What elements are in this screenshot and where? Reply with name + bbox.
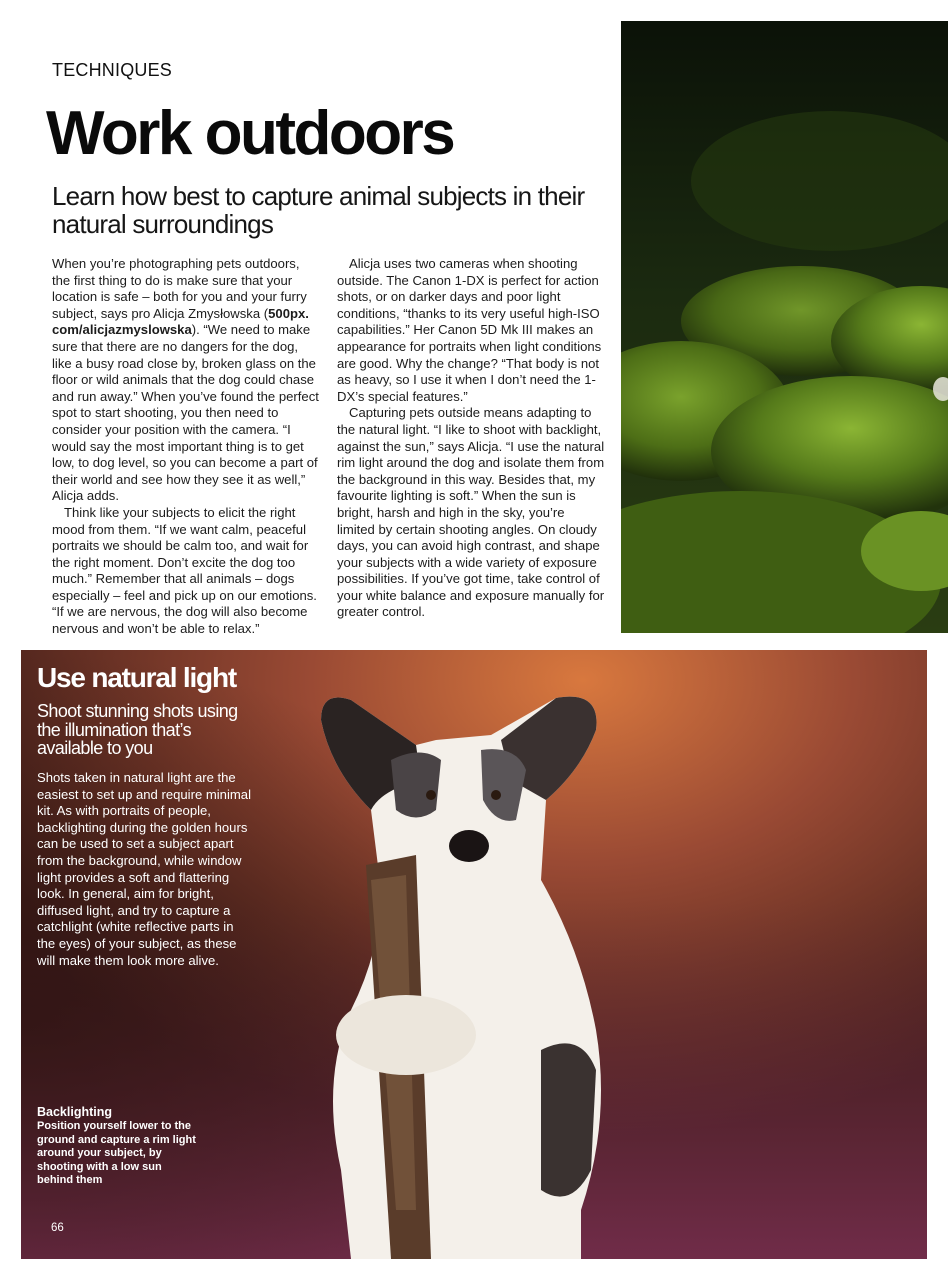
standfirst: Learn how best to capture animal subjects in their natural surroundings	[52, 181, 585, 239]
article-column-left	[52, 256, 320, 638]
panel-title: Use natural light	[37, 662, 236, 693]
caption-title: Backlighting	[37, 1105, 113, 1119]
headline: Work outdoors	[46, 99, 454, 168]
article-column-right	[337, 256, 605, 621]
page-number: 66	[51, 1222, 64, 1234]
article-paragraph: Alicja uses two cameras when shooting outside. The Canon 1-DX is perfect for action shots, or on darker days and poor light conditions, “thanks to its very useful high-ISO capabilities.” Her Canon 5D Mk III makes an appearance for portraits when light conditions are good. Why the change? “That body is not as heavy, so I use it when I don’t need the 1-DX’s special features.”	[337, 256, 602, 404]
panel-body: Shots taken in natural light are the easiest to set up and require minimal kit. As with portraits of people, backlighting during the golden hours can be used to set a subject apart from the background, while window light provides a soft and flattering look. In general, aim for bright, diffused light, and try to capture a catchlight (white reflective parts in the eyes) of your subject, as these will make them look more alive.	[37, 770, 251, 968]
article-paragraph: Capturing pets outside means adapting to the natural light. “I like to shoot with backlight, against the sun,” says Alicja. “I use the natural rim light around the dog and isolate them from the background in this way. Besides that, my favourite lighting is soft.” When the sun is bright, harsh and high in the sky, you’re limited by certain shooting angles. On cloudy days, you can avoid high contrast, and shape your subjects with a wide variety of exposure possibilities. If you’ve got time, take control of your white balance and exposure manually for greater control.	[337, 405, 605, 620]
natural-light-panel	[21, 650, 927, 1259]
article-paragraph: Think like your subjects to elicit the right mood from them. “If we want calm, peaceful portraits we should be calm too, and wait for the right moment. Don’t excite the dog too much.” Remember that all animals – dogs especially – feel and pick up on our emotions. “If we are nervous, the dog will also become nervous and won’t be able to relax.”	[52, 504, 317, 637]
article-paragraph: When you’re photographing pets outdoors, the first thing to do is make sure that your location is safe – both for you and your furry subject, says pro Alicja Zmysłowska (500px. com/alicjazmyslowska). “We need to make sure that there are no dangers for the dog, like a busy road close by, broken glass on the floor or wild animals that the dog could chase and run away.” When you’ve found the perfect spot to start shooting, you then need to consider your position with the camera. “I would say the most important thing is to get low, to dog level, so you can become a part of their world and see how they see it as well,” Alicja adds.	[52, 256, 319, 504]
caption-text: Position yourself lower to the ground and capture a rim light around your subject, by shooting with a low sun behind them	[37, 1120, 196, 1187]
section-label: TECHNIQUES	[52, 60, 173, 80]
photo-caption	[37, 1105, 197, 1188]
photographer-url[interactable]: 500px. com/alicjazmyslowska	[52, 305, 309, 338]
moss-illustration	[621, 21, 948, 633]
moss-photo	[621, 21, 948, 633]
panel-subtitle: Shoot stunning shots using the illumination that’s available to you	[37, 701, 238, 758]
